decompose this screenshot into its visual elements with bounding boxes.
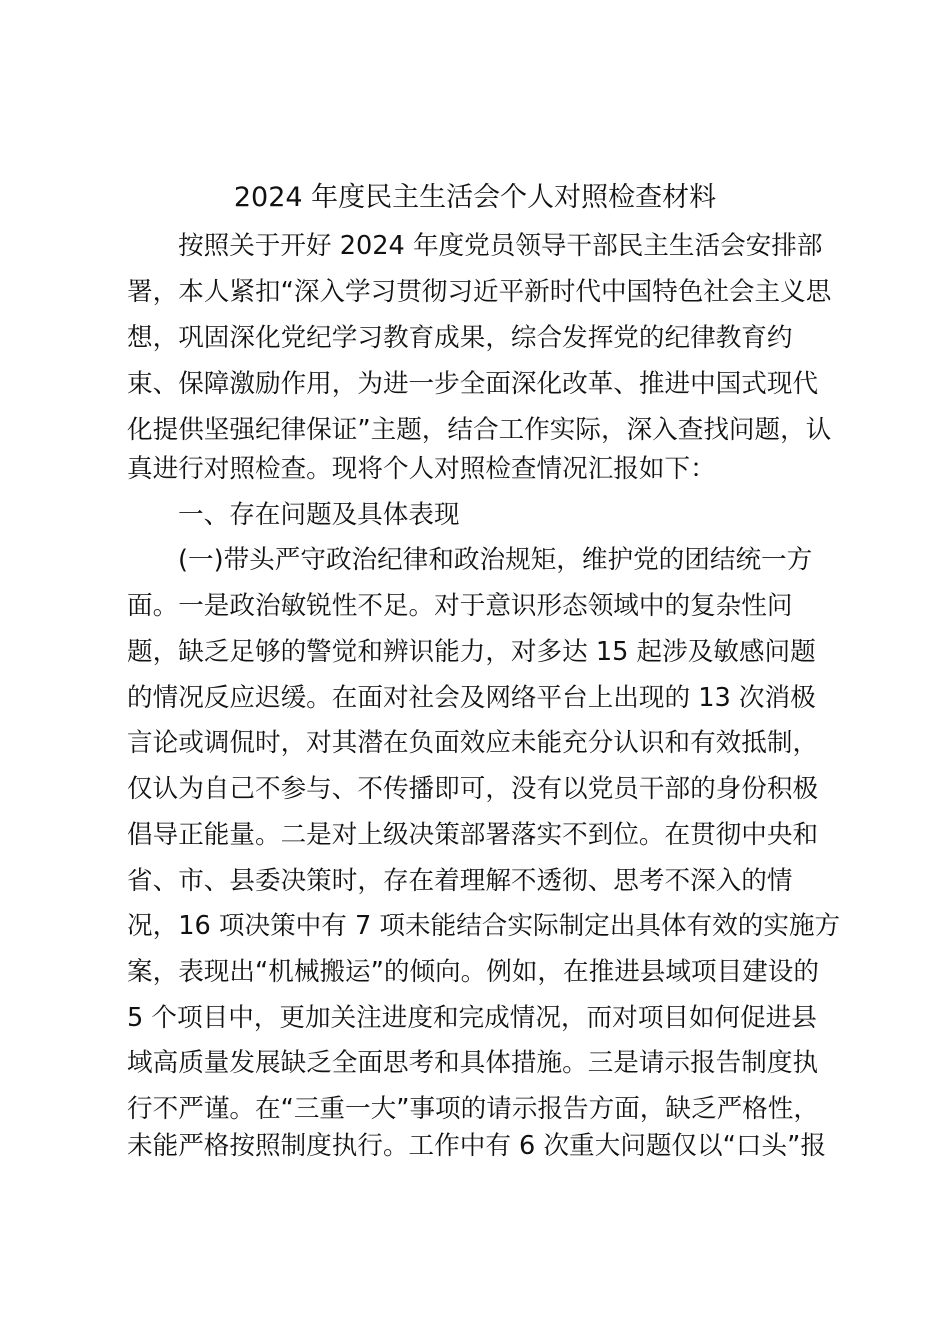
- document-title: 2024 年度民主生活会个人对照检查材料: [233, 182, 717, 213]
- paragraph-line: 仅认为自己不参与、不传播即可，没有以党员干部的身份积极: [127, 774, 819, 804]
- paragraph-line: 束、保障激励作用，为进一步全面深化改革、推进中国式现代: [127, 369, 819, 399]
- paragraph-line: 的情况反应迟缓。在面对社会及网络平台上出现的 13 次消极: [127, 683, 816, 713]
- paragraph-line: 面。一是政治敏锐性不足。对于意识形态领域中的复杂性问: [127, 591, 793, 621]
- paragraph-line: 真进行对照检查。现将个人对照检查情况汇报如下：: [127, 454, 716, 484]
- paragraph-line: 域高质量发展缺乏全面思考和具体措施。三是请示报告制度执: [127, 1048, 819, 1078]
- paragraph-line: 署，本人紧扣“深入学习贯彻习近平新时代中国特色社会主义思: [127, 277, 832, 307]
- paragraph-line: 题，缺乏足够的警觉和辨识能力，对多达 15 起涉及敏感问题: [127, 637, 816, 667]
- section-heading: 一、存在问题及具体表现: [178, 500, 460, 530]
- paragraph-line: (一)带头严守政治纪律和政治规矩，维护党的团结统一方: [178, 545, 813, 575]
- paragraph-line: 言论或调侃时，对其潜在负面效应未能充分认识和有效抵制，: [127, 728, 819, 758]
- paragraph-line: 想，巩固深化党纪学习教育成果，综合发挥党的纪律教育约: [127, 323, 793, 353]
- paragraph-line: 倡导正能量。二是对上级决策部署落实不到位。在贯彻中央和: [127, 820, 819, 850]
- paragraph-line: 5 个项目中，更加关注进度和完成情况，而对项目如何促进县: [127, 1003, 817, 1033]
- paragraph-line: 化提供坚强纪律保证”主题，结合工作实际，深入查找问题，认: [127, 415, 832, 445]
- paragraph-line: 行不严谨。在“三重一大”事项的请示报告方面，缺乏严格性，: [127, 1094, 819, 1124]
- paragraph-line: 况，16 项决策中有 7 项未能结合实际制定出具体有效的实施方: [127, 911, 841, 941]
- paragraph-line: 按照关于开好 2024 年度党员领导干部民主生活会安排部: [178, 231, 823, 261]
- paragraph-line: 未能严格按照制度执行。工作中有 6 次重大问题仅以“口头”报: [127, 1131, 826, 1161]
- paragraph-line: 省、市、县委决策时，存在着理解不透彻、思考不深入的情: [127, 866, 793, 896]
- paragraph-line: 案，表现出“机械搬运”的倾向。例如，在推进县域项目建设的: [127, 957, 819, 987]
